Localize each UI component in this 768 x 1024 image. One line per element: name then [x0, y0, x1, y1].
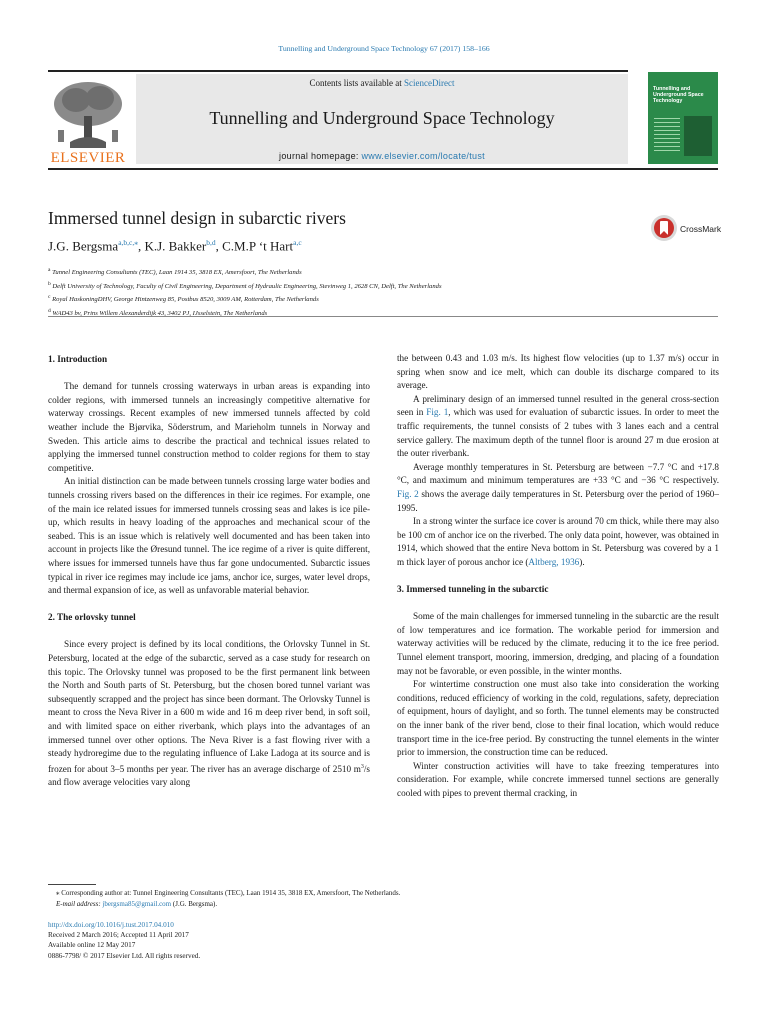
left-column: [48, 353, 370, 790]
paragraph: In a strong winter the surface ice cover is around 70 cm thick, while there may also be 100 cm of anchor ice on the riverbed. The only data point, however, was obtained in 1914, which showed that the entire Neva bottom in St. Petersburg was covered by a 1 m thick layer of porous anchor ice (Altberg, 1936).: [397, 516, 719, 567]
masthead-rule-bottom: [48, 168, 718, 170]
author-affiliation-marks[interactable]: a,c: [293, 238, 302, 247]
footnotes: [48, 888, 718, 910]
affiliation-item: $^c$ Royal HaskoningDHV, George Hintzenweg 85, Postbus 8520, 3009 AM, Rotterdam, The Netherlands: [48, 294, 319, 304]
elsevier-wordmark: ELSEVIER: [50, 150, 126, 166]
journal-title: Tunnelling and Underground Space Technology: [209, 108, 555, 128]
publication-info: [48, 920, 448, 961]
figure-link[interactable]: Fig. 2: [397, 488, 419, 499]
email-note: E-mail address: jbergsma85@gmail.com (J.G. Bergsma).: [56, 900, 218, 908]
journal-homepage: journal homepage: www.elsevier.com/locate/tust: [279, 151, 485, 161]
received-dates: Received 2 March 2016; Accepted 11 April 2017: [48, 931, 189, 940]
author-name: J.G. Bergsma: [48, 238, 119, 254]
contents-line: Contents lists available at ScienceDirect: [309, 78, 455, 88]
journal-citation[interactable]: Tunnelling and Underground Space Technology 67 (2017) 158–166: [278, 44, 490, 53]
online-date: Available online 12 May 2017: [48, 941, 136, 950]
masthead-rule-top: [48, 70, 628, 72]
copyright: 0886-7798/ © 2017 Elsevier Ltd. All rights reserved.: [48, 951, 201, 960]
affiliations: [48, 265, 718, 319]
author-name: C.M.P ‘t Hart: [222, 238, 294, 254]
corresponding-author-note: ⁎ Corresponding author at: Tunnel Engineering Consultants (TEC), Laan 1914 35, 3818 EX, Amersfoort, The Netherlands.: [56, 889, 401, 897]
email-link[interactable]: jbergsma85@gmail.com: [102, 900, 172, 908]
homepage-link[interactable]: www.elsevier.com/locate/tust: [361, 151, 485, 161]
paragraph: the between 0.43 and 1.03 m/s. Its highest flow velocities (up to 1.37 m/s) occur in spring when snow and ice melt, which can double its discharge compared to its average.: [397, 353, 719, 391]
cover-title: Tunnelling and Underground Space Technology: [653, 86, 704, 105]
footnote-rule: [48, 884, 96, 885]
paragraph: A preliminary design of an immersed tunnel resulted in the general cross-section seen in Fig. 1, which was used for evaluation of subarctic issues. In order to meet the traffic requirements, the tunnel consists of 2 tubes with 3 lanes each and a central service gallery. The maximum depth of the tunnel floor is around 27 m due erosion at the outer riverbank.: [397, 393, 719, 459]
cover-image: [684, 116, 712, 156]
right-column: [397, 352, 719, 801]
journal-cover-thumbnail[interactable]: [648, 72, 718, 164]
article-title: Immersed tunnel design in subarctic rivers: [48, 208, 346, 228]
sciencedirect-link[interactable]: ScienceDirect: [404, 78, 455, 88]
author-affiliation-marks[interactable]: b,d: [206, 238, 216, 247]
author-name: K.J. Bakker: [144, 238, 207, 254]
crossmark-label[interactable]: CrossMark: [680, 224, 722, 234]
author-list: J.G. Bergsma$^{a,b,c,⁎}$, K.J. Bakker$^{b,d}$, C.M.P ‘t Hart$^{a,c}$: [48, 238, 302, 254]
affiliation-item: $^b$ Delft University of Technology, Faculty of Civil Engineering, Department of Hydraulic Engineering, Stevinweg 1, 2628 CN, Delft, The Netherlands: [48, 280, 442, 290]
paragraph: Some of the main challenges for immersed tunneling in the subarctic are the result of low temperatures and ice formation. The workable period for immersion and waterway activities will be reduced by the climate, reducing it to the ice free period. Tunnel element transport, mooring, immersion, dredging, and placing of a foundation may not be favorable, or even possible, in the winter months.: [397, 611, 719, 676]
section-heading: 2. The orlovsky tunnel: [48, 612, 136, 623]
header-divider: [48, 316, 718, 317]
section-heading: 1. Introduction: [48, 354, 108, 364]
affiliation-item: $^a$ Tunnel Engineering Consultants (TEC), Laan 1914 35, 3818 EX, Amersfoort, The Netherlands: [48, 267, 302, 277]
paragraph: For wintertime construction one must also take into consideration the working conditions, reduced efficiency of working in the cold, regulations, safety, depreciation of equipment, hours of daylight, and so forth. The tunnel elements may be constructed on the inner bank of the river bend, close to their final location, which would reduce transport time in the ice-free period. By constructing the tunnel elements in the winter prior to immersion, the construction time can be reduced.: [397, 679, 719, 758]
section-heading: 3. Immersed tunneling in the subarctic: [397, 584, 549, 595]
figure-link[interactable]: Fig. 1: [426, 407, 449, 418]
doi-link[interactable]: http://dx.doi.org/10.1016/j.tust.2017.04.010: [48, 921, 174, 929]
citation-link[interactable]: Altberg, 1936: [528, 556, 580, 567]
paragraph: An initial distinction can be made between tunnels crossing large water bodies and tunnels crossing rivers based on the differences in their ice regimes. For example, one of the main ice related issues for immersed tunnels crossing seas and lakes is ice pile-up, which results in heavy loading of the approaches and mechanical scour of the seabed. This is an issue which is relatively well documented and has been taken into account in projects like the Øresund tunnel. The ice regime of a river is quite different, where issues for immersed tunnels have thus far gone undocumented. Subarctic issues typical in river ice regimes may include ice jams, anchor ice, surges, water level drops, and thermal expansion of ice, as well as unfavorable material behavior.: [48, 476, 370, 596]
paragraph: Average monthly temperatures in St. Petersburg are between −7.7 °C and +17.8 °C, and maximum and minimum temperatures are +33 °C and −36 °C respectively. Fig. 2 shows the average daily temperatures in St. Petersburg over the period of 1960–1995.: [397, 461, 719, 513]
author-affiliation-marks[interactable]: a,b,c,⁎: [118, 238, 138, 247]
paragraph: Winter construction activities will have to take freezing temperatures into consideration. For example, while concrete immersed tunnel sections are generally cooled with pipes to prevent thermal cracking, in: [397, 760, 719, 798]
paragraph: Since every project is defined by its local conditions, the Orlovsky Tunnel in St. Petersburg, located at the edge of the subarctic, served as a case study for research on this topic. The Orlovsky tunnel was proposed to be the first permanent link between the North and South parts of St. Petersburg, but the chosen bored tunnel variant was subsequently scrapped and the project has since been dormant. The Orlovsky Tunnel is meant to cross the Neva River in a 600 m wide and 16 m deep river bend, in soft soil, and with limited space on either riverbank, which plays into the advantages of an immersed tunnel over other options. The Neva River is a fast flowing river with a steady hydroregime due to the regulating influence of Lake Ladoga at its source and is frozen for about 3–5 months per year. The river has an average discharge of 2510 $m^3/s$ and flow average velocities vary along: [48, 639, 370, 788]
affiliation-item: $^d$ WAD43 bv, Prins Willem Alexanderdijk 43, 3402 PJ, IJsselstein, The Netherlands: [48, 307, 268, 317]
cover-toc-lines: [654, 118, 680, 154]
paragraph: The demand for tunnels crossing waterways in urban areas is expanding into colder regions, with immersed tunnels an increasingly competitive alternative for waterway crossings. Recent examples of new immersed tunnels affected by cold weather include the Bjørvika, Söderstrum, and Marieholm tunnels in Norway and Sweden. This article aims to describe the practical and technical issues related to applying the immersed tunnel construction method to colder regions for them to stay competitive.: [48, 381, 370, 473]
